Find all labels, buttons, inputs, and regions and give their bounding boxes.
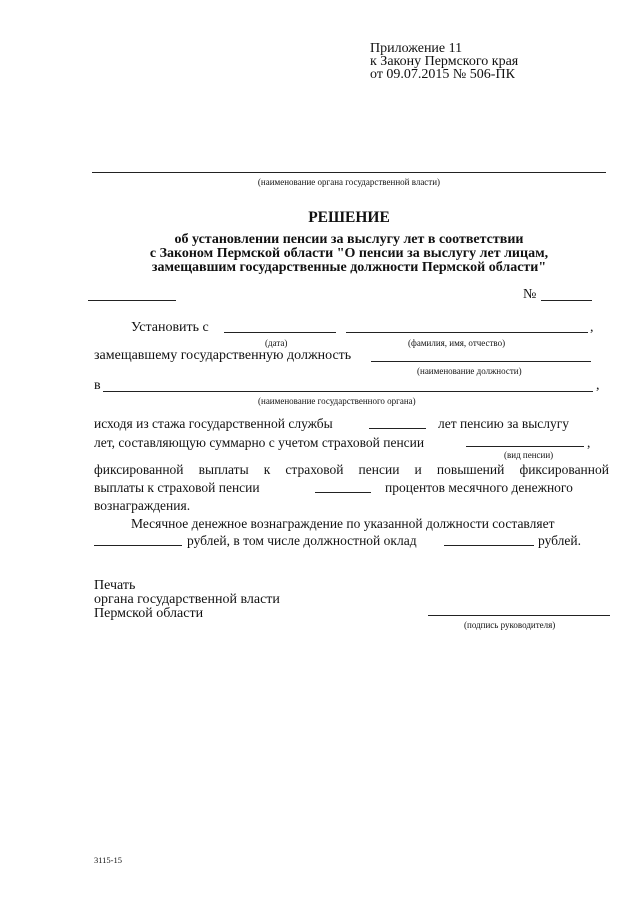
decision-date-field[interactable]: [88, 300, 176, 301]
subtitle-line-3: замещавшим государственные должности Пермской области": [151, 260, 547, 275]
signature-field[interactable]: [428, 615, 610, 616]
pension-type-field[interactable]: [466, 446, 584, 447]
organ-caption: (наименование государственного органа): [258, 396, 416, 406]
position-label: замещавшему государственную должность: [94, 348, 352, 363]
monthly-pay-field[interactable]: [94, 545, 182, 546]
full-name-field[interactable]: [346, 332, 588, 333]
p1-line-2: лет, составляющую суммарно с учетом страховой пенсии: [94, 435, 425, 450]
start-date-field[interactable]: [224, 332, 336, 333]
comma-3: ,: [587, 435, 591, 450]
stamp-line-3: Пермской области: [94, 606, 204, 621]
establish-label: Установить с: [131, 320, 209, 335]
in-label: в: [94, 378, 101, 393]
appendix-line-2: к Закону Пермского края: [370, 54, 519, 69]
authority-name-field[interactable]: [92, 172, 606, 173]
fio-caption: (фамилия, имя, отчество): [408, 338, 506, 348]
comma-2: ,: [596, 378, 600, 393]
percent-field[interactable]: [315, 492, 371, 493]
salary-field[interactable]: [444, 545, 534, 546]
comma-1: ,: [590, 320, 594, 335]
date-caption: (дата): [265, 338, 288, 348]
document-title: РЕШЕНИЕ: [308, 209, 390, 226]
p1-line-4-part-2: процентов месячного денежного: [385, 480, 573, 495]
p1-line-1-part-2: лет пенсию за выслугу: [438, 416, 570, 431]
p2-line-2-part-2: рублей.: [538, 533, 582, 548]
authority-caption: (наименование органа государственной власти): [257, 177, 441, 187]
subtitle-line-2: с Законом Пермской области "О пенсии за выслугу лет лицам,: [149, 246, 549, 261]
stamp-line-2: органа государственной власти: [94, 592, 280, 607]
p2-line-2-part-1: рублей, в том числе должностной оклад: [187, 533, 417, 548]
appendix-line-1: Приложение 11: [370, 41, 463, 56]
organ-field[interactable]: [103, 391, 593, 392]
p1-line-1-part-1: исходя из стажа государственной службы: [94, 416, 333, 431]
signature-caption: (подпись руководителя): [464, 620, 556, 630]
position-caption: (наименование должности): [417, 366, 522, 376]
position-field[interactable]: [371, 361, 591, 362]
p2-line-1: Месячное денежное вознаграждение по указанной должности составляет: [131, 516, 555, 531]
document-code: 3115-15: [94, 855, 123, 865]
service-years-field[interactable]: [369, 428, 426, 429]
p1-line-3: фиксированной выплаты к страховой пенсии и повышений фиксированной: [94, 462, 609, 477]
number-label: №: [523, 287, 537, 302]
stamp-line-1: Печать: [94, 578, 136, 593]
appendix-line-3: от 09.07.2015 № 506-ПК: [370, 67, 515, 82]
subtitle-line-1: об установлении пенсии за выслугу лет в соответствии: [174, 232, 524, 247]
pension-type-caption: (вид пенсии): [504, 450, 554, 460]
p1-line-4-part-1: выплаты к страховой пенсии: [94, 480, 260, 495]
decision-number-field[interactable]: [541, 300, 592, 301]
p1-line-5: вознаграждения.: [94, 498, 191, 513]
